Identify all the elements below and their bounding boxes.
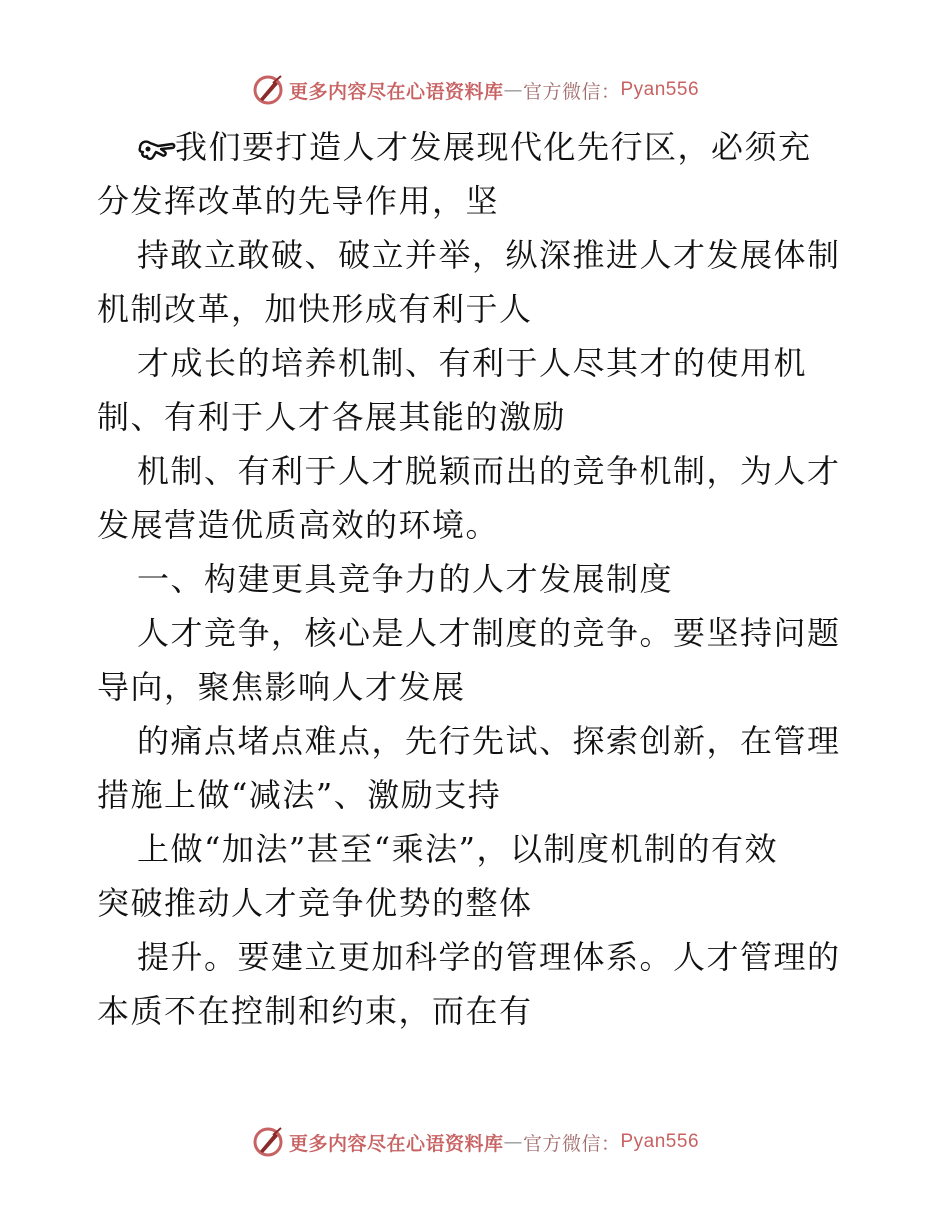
header-wechat-id: Pyan556 — [620, 79, 700, 100]
body-line-5: 才成长的培养机制、有利于人尽其才的使用机 — [137, 344, 808, 382]
header-banner — [0, 70, 950, 110]
body-line-8: 发展营造优质高效的环境。 — [97, 506, 500, 544]
body-line-7: 机制、有利于人才脱颖而出的竞争机制，为人才 — [137, 452, 841, 490]
body-line-14: 上做“加法”甚至“乘法”，以制度机制的有效 — [137, 830, 778, 868]
body-line-11: 导向，聚焦影响人才发展 — [97, 668, 466, 706]
body-line-3: 持敢立敢破、破立并举，纵深推进人才发展体制 — [137, 236, 841, 274]
body-line-1 — [97, 120, 857, 174]
body-line-17: 本质不在控制和约束，而在有 — [97, 992, 533, 1030]
header-dash: — — [503, 79, 523, 101]
footer-banner — [0, 1122, 950, 1162]
footer-wechat-id: Pyan556 — [620, 1131, 700, 1152]
body-line-6: 制、有利于人才各展其能的激励 — [97, 398, 567, 436]
quill-pen-logo-icon — [251, 73, 285, 107]
body-line-15: 突破推动人才竞争优势的整体 — [97, 884, 533, 922]
body-line-2: 分发挥改革的先导作用，坚 — [97, 182, 500, 220]
body-line-12: 的痛点堵点难点，先行先试、探索创新，在管理 — [137, 722, 841, 760]
footer-dash: — — [503, 1131, 523, 1153]
section-heading: 一、构建更具竞争力的人才发展制度 — [137, 560, 674, 598]
footer-wechat-label: 官方微信： — [522, 1132, 621, 1155]
body-line-text: 我们要打造人才发展现代化先行区，必须充 — [175, 128, 812, 166]
header-promo-text: 更多内容尽在心语资料库 — [288, 80, 504, 103]
header-wechat-label: 官方微信： — [522, 80, 621, 103]
footer-promo-text: 更多内容尽在心语资料库 — [288, 1132, 504, 1155]
body-line-4: 机制改革，加快形成有利于人 — [97, 290, 533, 328]
document-body — [97, 120, 857, 1038]
hand-pointer-icon — [137, 131, 177, 161]
body-line-13: 措施上做“减法”、激励支持 — [97, 776, 502, 814]
quill-pen-logo-icon — [251, 1125, 285, 1159]
body-line-10: 人才竞争，核心是人才制度的竞争。要坚持问题 — [137, 614, 841, 652]
body-line-16: 提升。要建立更加科学的管理体系。人才管理的 — [137, 938, 841, 976]
